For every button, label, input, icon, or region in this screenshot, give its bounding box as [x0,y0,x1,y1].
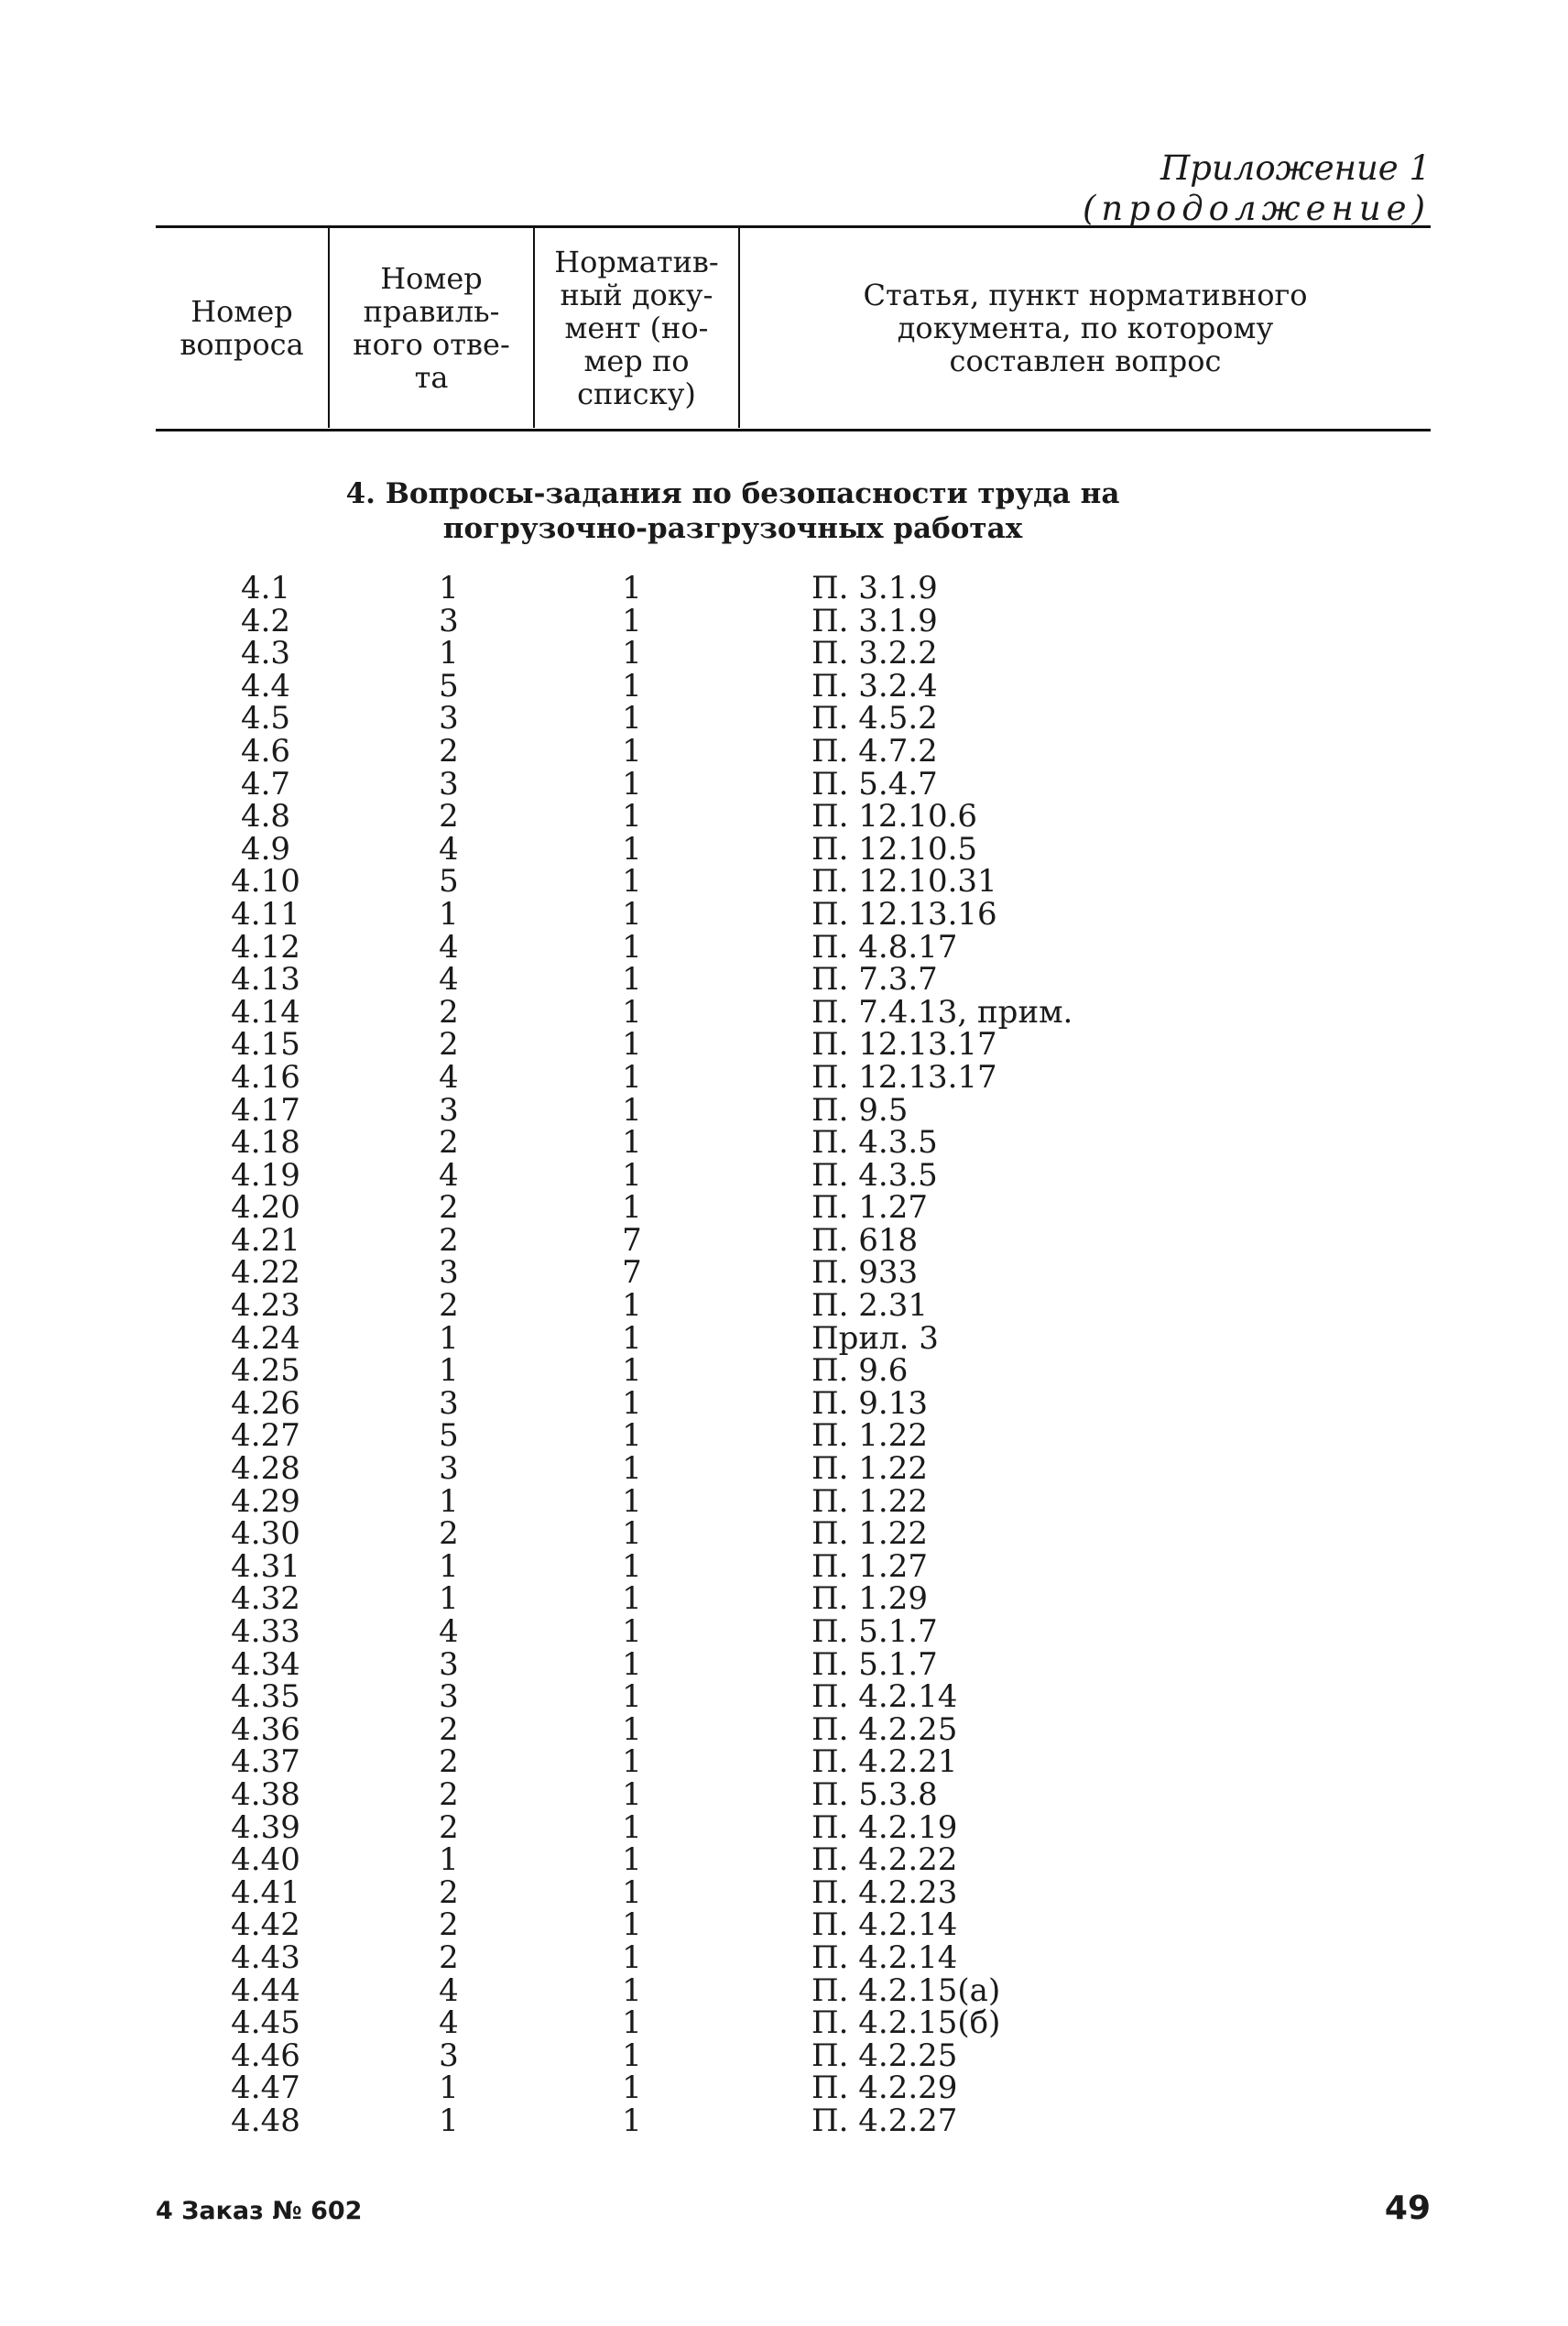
article-ref: П. 3.1.9 [811,570,938,606]
article-ref: П. 4.2.15(б) [811,2004,1001,2042]
table-row [0,1547,1568,1585]
document-number: 1 [622,961,642,999]
table-row [0,1515,1568,1553]
question-number: 4.26 [231,1384,300,1422]
correct-answer: 4 [439,1613,459,1650]
correct-answer: 2 [439,1221,459,1259]
question-number: 4.20 [231,1189,300,1227]
question-number: 4.29 [231,1482,300,1520]
document-number: 1 [622,1319,642,1357]
document-number: 1 [622,928,642,966]
correct-answer: 5 [439,863,459,901]
article-ref: П. 4.5.2 [811,700,938,737]
document-number: 1 [622,2102,642,2139]
section-title: 4. Вопросы-задания по безопасности труда на погрузочно-разгрузочных работах [345,477,1120,545]
document-number: 1 [622,1384,642,1422]
correct-answer: 1 [439,1319,459,1357]
question-number: 4.46 [231,2037,300,2074]
question-number: 4.7 [240,765,291,803]
correct-answer: 2 [439,1710,459,1748]
question-number: 4.28 [231,1450,300,1488]
article-ref: П. 1.22 [811,1450,928,1488]
question-number: 4.9 [240,830,291,868]
correct-answer: 3 [439,1091,459,1129]
article-ref: П. 12.10.6 [811,798,978,835]
correct-answer: 1 [439,1580,459,1618]
table-row [0,1091,1568,1129]
appendix-continuation: (продолжение) [1083,189,1431,228]
question-number: 4.5 [240,700,291,737]
correct-answer: 1 [439,1841,459,1879]
order-number: 4 Заказ № 602 [156,2197,363,2225]
correct-answer: 1 [439,1352,459,1390]
article-ref: П. 3.2.4 [811,667,938,704]
document-number: 1 [622,1124,642,1162]
article-ref: П. 5.1.7 [811,1645,938,1683]
article-ref: П. 4.2.22 [811,1841,958,1879]
answer-table-body [0,570,1568,2139]
question-number: 4.36 [231,1710,300,1748]
article-ref: П. 7.3.7 [811,961,938,999]
document-number: 1 [622,602,642,639]
correct-answer: 1 [439,895,459,933]
table-row [0,1124,1568,1162]
document-number: 7 [622,1221,642,1259]
document-number: 1 [622,1189,642,1227]
table-row [0,1841,1568,1879]
table-row [0,635,1568,672]
article-ref: П. 4.2.14 [811,1938,958,1976]
table-row [0,1808,1568,1846]
question-number: 4.47 [231,2069,300,2107]
article-ref: П. 1.22 [811,1515,928,1553]
document-number: 1 [622,1156,642,1194]
document-number: 1 [622,1645,642,1683]
correct-answer: 4 [439,1971,459,2009]
correct-answer: 2 [439,993,459,1031]
question-number: 4.22 [231,1254,300,1292]
question-number: 4.35 [231,1678,300,1716]
correct-answer: 3 [439,1384,459,1422]
article-ref: П. 2.31 [811,1287,928,1325]
document-number: 1 [622,1971,642,2009]
correct-answer: 1 [439,635,459,672]
question-number: 4.6 [240,732,291,770]
correct-answer: 1 [439,2069,459,2107]
document-number: 1 [622,863,642,901]
header-question-number: Номер вопроса [180,294,304,362]
article-ref: П. 933 [811,1254,919,1292]
question-number: 4.23 [231,1287,300,1325]
table-row [0,1319,1568,1357]
article-ref: П. 12.13.16 [811,895,997,933]
question-number: 4.37 [231,1743,300,1781]
article-ref: П. 1.22 [811,1417,928,1455]
article-ref: П. 12.13.17 [811,1058,997,1096]
document-number: 1 [622,700,642,737]
correct-answer: 4 [439,1058,459,1096]
correct-answer: 2 [439,1287,459,1325]
article-ref: П. 4.3.5 [811,1124,938,1162]
article-ref: П. 5.4.7 [811,765,938,803]
question-number: 4.2 [240,602,291,639]
article-ref: П. 4.2.23 [811,1873,958,1911]
question-number: 4.16 [231,1058,300,1096]
document-number: 1 [622,1906,642,1944]
article-ref: П. 9.5 [811,1091,909,1129]
document-number: 1 [622,2069,642,2107]
document-number: 1 [622,1091,642,1129]
question-number: 4.38 [231,1775,300,1813]
article-ref: П. 4.2.25 [811,2037,958,2074]
table-row [0,1058,1568,1096]
table-row [0,1189,1568,1227]
table-row [0,570,1568,606]
document-number: 1 [622,1026,642,1064]
correct-answer: 4 [439,2004,459,2042]
correct-answer: 4 [439,961,459,999]
table-row [0,798,1568,835]
question-number: 4.17 [231,1091,300,1129]
document-number: 1 [622,1710,642,1748]
document-number: 1 [622,1417,642,1455]
correct-answer: 2 [439,1938,459,1976]
document-number: 1 [622,1450,642,1488]
table-row [0,961,1568,999]
appendix-label [1083,148,1431,229]
table-row [0,1906,1568,1944]
correct-answer: 2 [439,1026,459,1064]
question-number: 4.15 [231,1026,300,1064]
table-row [0,700,1568,737]
question-number: 4.33 [231,1613,300,1650]
article-ref: П. 3.2.2 [811,635,938,672]
document-number: 1 [622,798,642,835]
table-row [0,1287,1568,1325]
table-row [0,1156,1568,1194]
table-row [0,2102,1568,2139]
question-number: 4.14 [231,993,300,1031]
question-number: 4.30 [231,1515,300,1553]
article-ref: П. 1.27 [811,1189,928,1227]
table-row [0,602,1568,639]
table-row [0,667,1568,704]
document-number: 1 [622,2004,642,2042]
table-header-bottom-rule [156,429,1431,431]
article-ref: П. 9.6 [811,1352,909,1390]
article-ref: П. 4.3.5 [811,1156,938,1194]
article-ref: П. 618 [811,1221,919,1259]
table-row [0,863,1568,901]
table-row [0,1221,1568,1259]
article-ref: П. 5.1.7 [811,1613,938,1650]
table-row [0,928,1568,966]
document-number: 1 [622,1352,642,1390]
correct-answer: 3 [439,2037,459,2074]
article-ref: П. 9.13 [811,1384,928,1422]
table-row [0,1710,1568,1748]
table-row [0,993,1568,1031]
question-number: 4.32 [231,1580,300,1618]
table-row [0,765,1568,803]
document-number: 1 [622,830,642,868]
question-number: 4.31 [231,1547,300,1585]
correct-answer: 2 [439,1775,459,1813]
document-number: 1 [622,1938,642,1976]
article-ref: П. 1.22 [811,1482,928,1520]
question-number: 4.44 [231,1971,300,2009]
correct-answer: 3 [439,1678,459,1716]
header-correct-answer: Номер правиль- ного отве- та [328,228,533,428]
table-row [0,732,1568,770]
table-row [0,2037,1568,2074]
correct-answer: 3 [439,700,459,737]
correct-answer: 1 [439,1547,459,1585]
document-number: 1 [622,1873,642,1911]
document-number: 1 [622,1775,642,1813]
document-number: 1 [622,1287,642,1325]
correct-answer: 2 [439,798,459,835]
table-row [0,1938,1568,1976]
table-row [0,830,1568,868]
correct-answer: 2 [439,1515,459,1553]
correct-answer: 2 [439,1873,459,1911]
article-ref: П. 4.2.27 [811,2102,958,2139]
question-number: 4.8 [240,798,291,835]
correct-answer: 3 [439,1450,459,1488]
document-number: 1 [622,1580,642,1618]
document-number: 1 [622,993,642,1031]
article-ref: П. 4.2.14 [811,1678,958,1716]
table-header [156,228,1431,428]
article-ref: П. 7.4.13, прим. [811,993,1073,1031]
table-row [0,1743,1568,1781]
correct-answer: 4 [439,928,459,966]
article-ref: П. 12.10.31 [811,863,997,901]
document-number: 7 [622,1254,642,1292]
article-ref: П. 4.2.21 [811,1743,958,1781]
table-row [0,2069,1568,2107]
table-row [0,2004,1568,2042]
correct-answer: 2 [439,1808,459,1846]
article-ref: П. 4.2.25 [811,1710,958,1748]
question-number: 4.21 [231,1221,300,1259]
table-row [0,1417,1568,1455]
question-number: 4.39 [231,1808,300,1846]
article-ref: П. 4.2.14 [811,1906,958,1944]
question-number: 4.43 [231,1938,300,1976]
question-number: 4.40 [231,1841,300,1879]
correct-answer: 2 [439,1124,459,1162]
article-ref: П. 3.1.9 [811,602,938,639]
article-ref: П. 1.29 [811,1580,928,1618]
document-number: 1 [622,765,642,803]
question-number: 4.27 [231,1417,300,1455]
question-number: 4.18 [231,1124,300,1162]
document-number: 1 [622,1547,642,1585]
article-ref: П. 4.7.2 [811,732,938,770]
question-number: 4.41 [231,1873,300,1911]
page-number: 49 [1384,2189,1431,2227]
table-row [0,1613,1568,1650]
article-ref: П. 12.13.17 [811,1026,997,1064]
question-number: 4.45 [231,2004,300,2042]
article-ref: П. 4.2.15(а) [811,1971,1001,2009]
question-number: 4.48 [231,2102,300,2139]
table-row [0,1678,1568,1716]
question-number: 4.13 [231,961,300,999]
article-ref: Прил. 3 [811,1319,939,1357]
document-number: 1 [622,1808,642,1846]
correct-answer: 2 [439,1906,459,1944]
question-number: 4.25 [231,1352,300,1390]
correct-answer: 2 [439,1743,459,1781]
question-number: 4.10 [231,863,300,901]
table-row [0,1450,1568,1488]
table-row [0,1352,1568,1390]
table-row [0,1482,1568,1520]
article-ref: П. 4.8.17 [811,928,958,966]
document-number: 1 [622,570,642,606]
document-number: 1 [622,667,642,704]
document-number: 1 [622,1841,642,1879]
question-number: 4.11 [231,895,300,933]
table-row [0,1254,1568,1292]
correct-answer: 5 [439,1417,459,1455]
correct-answer: 1 [439,2102,459,2139]
document-number: 1 [622,1058,642,1096]
correct-answer: 4 [439,830,459,868]
correct-answer: 4 [439,1156,459,1194]
table-row [0,1775,1568,1813]
question-number: 4.4 [240,667,291,704]
document-number: 1 [622,1515,642,1553]
document-number: 1 [622,732,642,770]
correct-answer: 3 [439,1645,459,1683]
article-ref: П. 5.3.8 [811,1775,938,1813]
question-number: 4.1 [240,570,291,606]
correct-answer: 1 [439,1482,459,1520]
table-row [0,1384,1568,1422]
correct-answer: 2 [439,1189,459,1227]
article-ref: П. 12.10.5 [811,830,978,868]
document-number: 1 [622,1613,642,1650]
article-ref: П. 4.2.19 [811,1808,958,1846]
question-number: 4.12 [231,928,300,966]
correct-answer: 3 [439,765,459,803]
table-row [0,895,1568,933]
table-row [0,1645,1568,1683]
header-article-reference: Статья, пункт нормативного документа, по которому составлен вопрос [738,228,1431,428]
document-number: 1 [622,1743,642,1781]
document-number: 1 [622,1678,642,1716]
question-number: 4.24 [231,1319,300,1357]
table-row [0,1026,1568,1064]
table-row [0,1971,1568,2009]
appendix-title: Приложение 1 [1160,148,1431,188]
question-number: 4.34 [231,1645,300,1683]
question-number: 4.19 [231,1156,300,1194]
table-row [0,1580,1568,1618]
correct-answer: 3 [439,602,459,639]
article-ref: П. 4.2.29 [811,2069,958,2107]
article-ref: П. 1.27 [811,1547,928,1585]
document-number: 1 [622,1482,642,1520]
question-number: 4.42 [231,1906,300,1944]
table-row [0,1873,1568,1911]
document-number: 1 [622,2037,642,2074]
correct-answer: 5 [439,667,459,704]
document-number: 1 [622,895,642,933]
question-number: 4.3 [240,635,291,672]
header-normative-document: Норматив- ный доку- мент (но- мер по списку) [533,228,738,428]
correct-answer: 1 [439,570,459,606]
document-number: 1 [622,635,642,672]
correct-answer: 3 [439,1254,459,1292]
correct-answer: 2 [439,732,459,770]
